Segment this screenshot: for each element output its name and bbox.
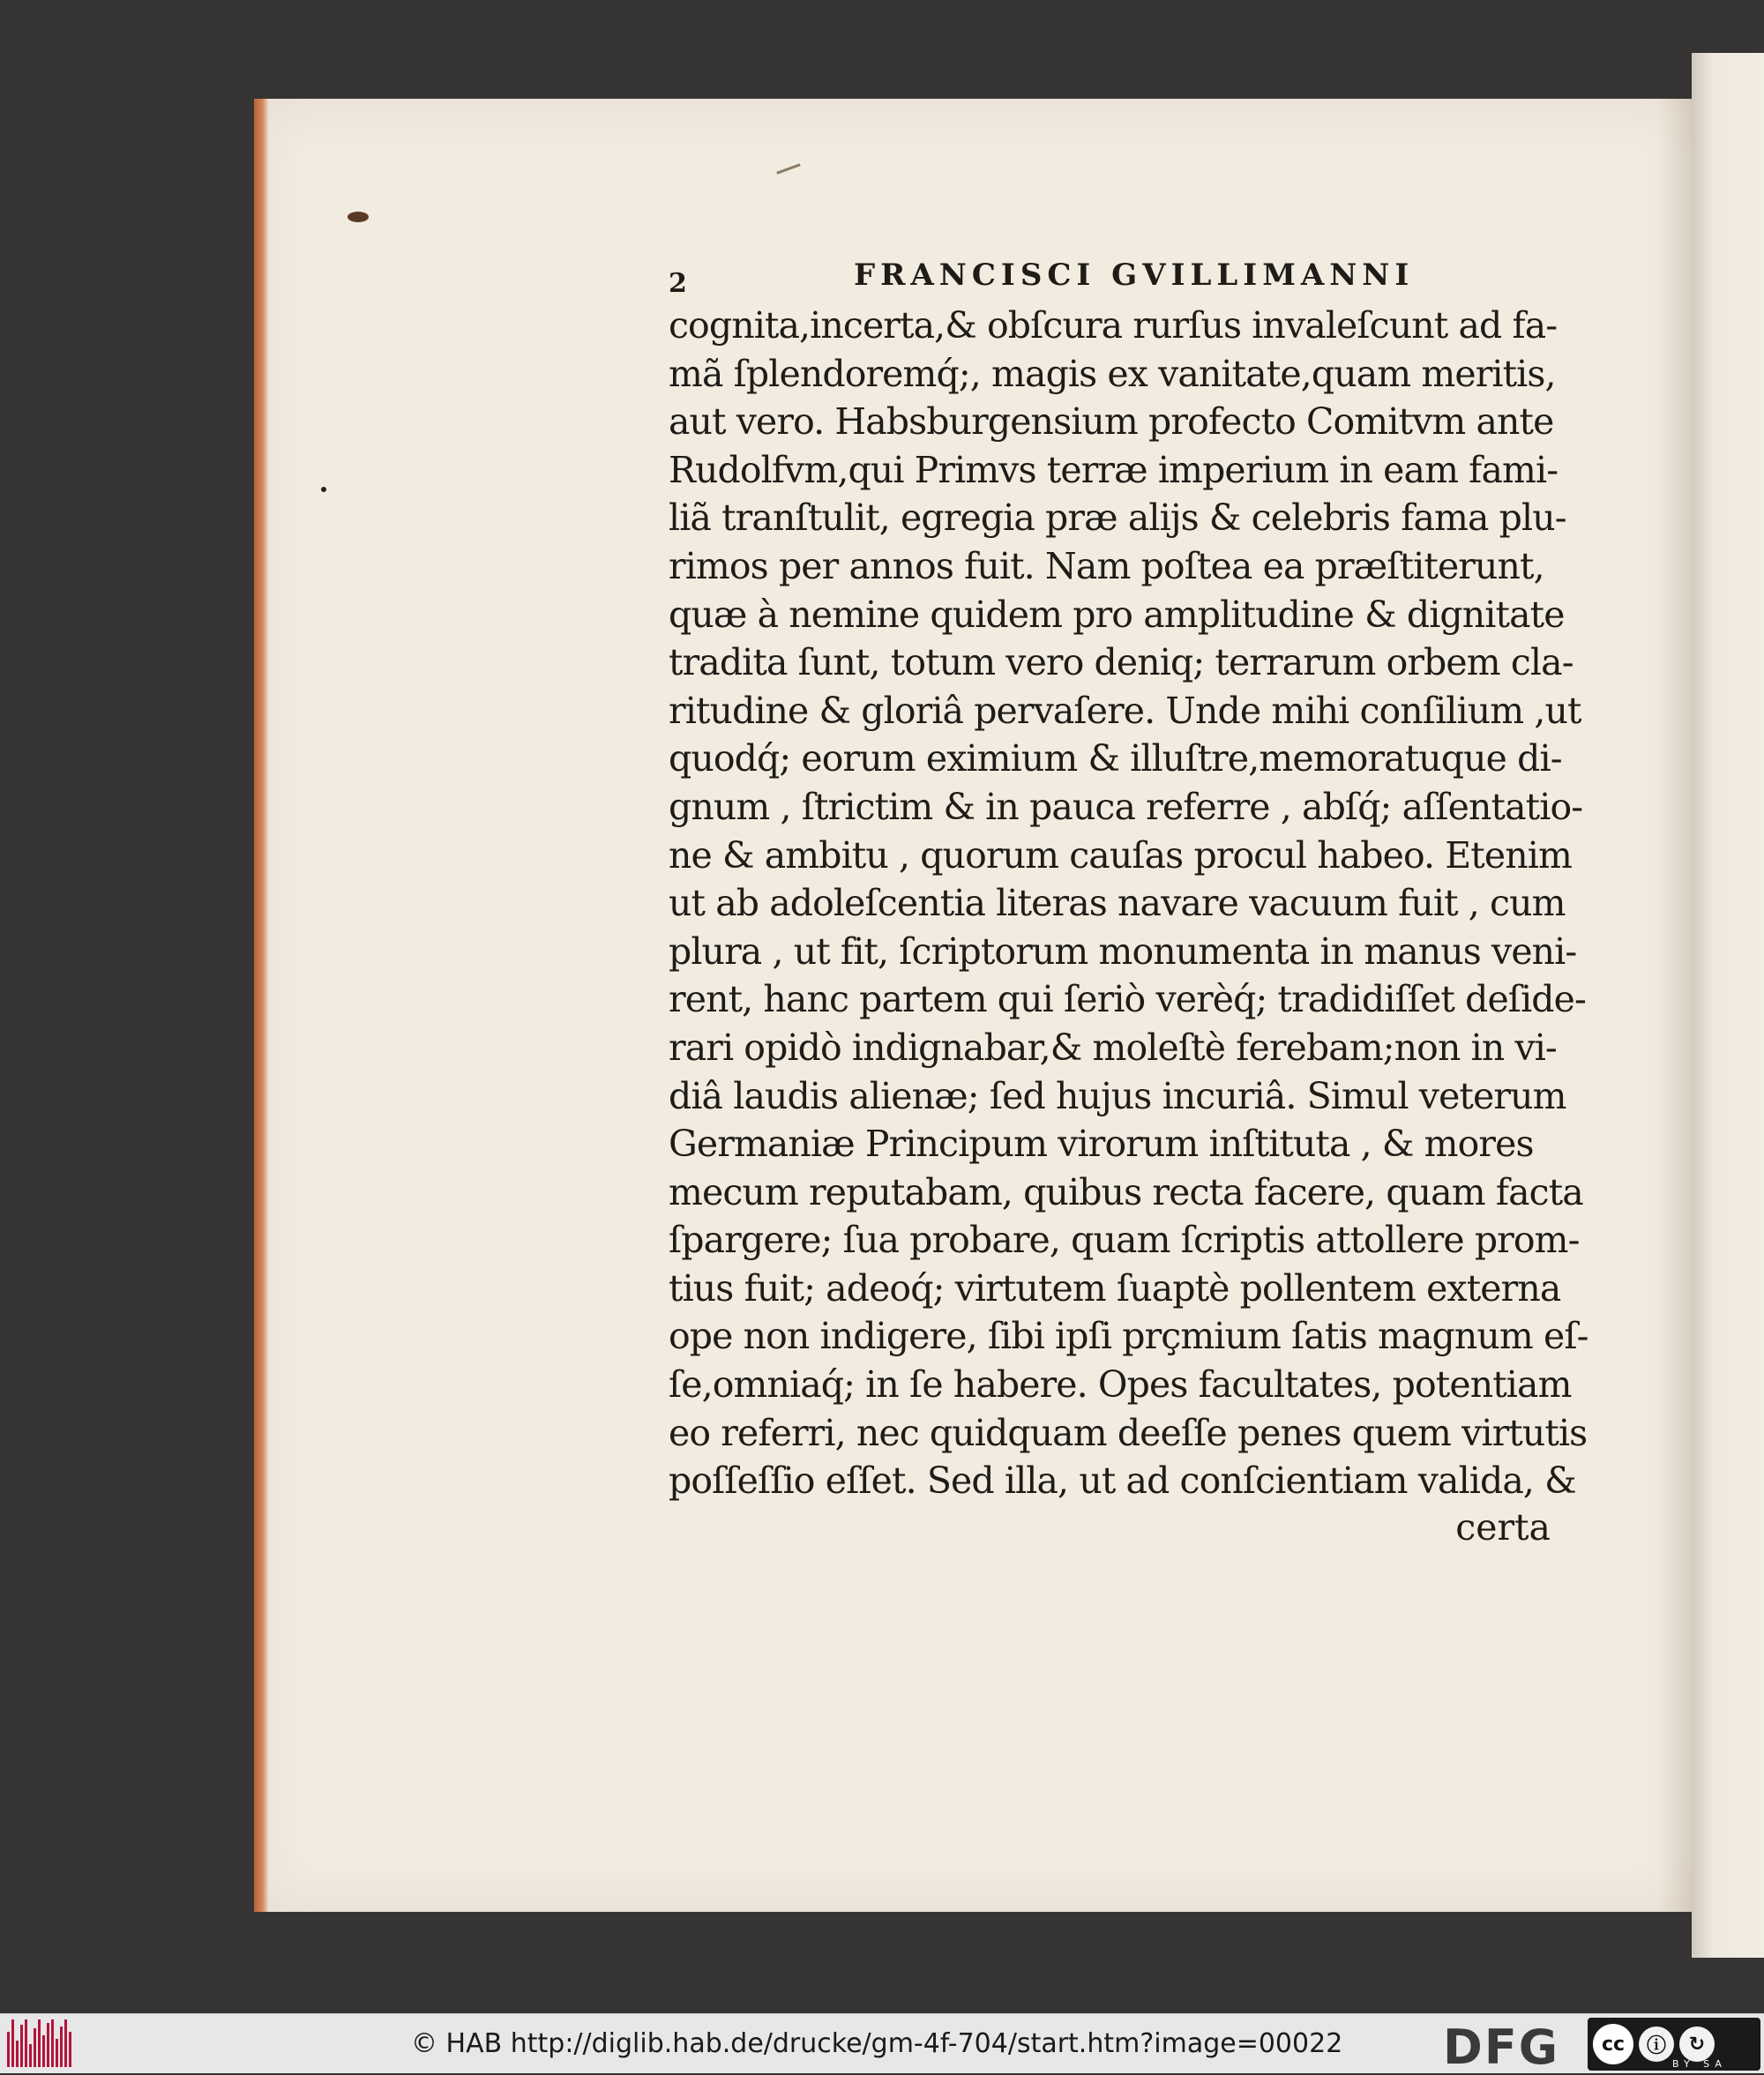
barcode-bar	[47, 2023, 49, 2067]
sa-icon: ↻	[1679, 2026, 1715, 2062]
copyright-link[interactable]: © HAB http://diglib.hab.de/drucke/gm-4f-704/start.htm?image=00022	[411, 2028, 1343, 2059]
text-line: ſe,omniaq́; in ſe habere. Opes facultates, potentiam	[669, 1363, 1572, 1407]
text-line: tius fuit; adeoq́; virtutem ſuaptè pollentem externa	[669, 1266, 1561, 1310]
hab-barcode-logo[interactable]	[7, 2019, 72, 2067]
page-number: 2	[669, 268, 687, 299]
by-label: BY	[1672, 2058, 1695, 2070]
text-line: rari opidò indignabar,& moleſtè ferebam;non in vi-	[669, 1026, 1557, 1069]
barcode-bar	[51, 2019, 54, 2067]
sa-label: SA	[1703, 2058, 1727, 2070]
pen-mark	[776, 163, 800, 174]
text-line: tradita ſunt, totum vero deniq; terrarum orbem cla-	[669, 641, 1573, 684]
book-page	[254, 99, 1693, 1912]
ink-spot	[348, 212, 369, 222]
by-icon: ⓘ	[1639, 2026, 1674, 2062]
text-block	[669, 258, 1588, 1549]
text-line: ut ab adoleſcentia literas navare vacuum fuit , cum	[669, 882, 1566, 925]
next-leaf-edge	[1692, 53, 1764, 1958]
text-line: ope non indigere, ſibi ipſi prçmium ſatis magnum eſ-	[669, 1315, 1588, 1358]
running-head	[669, 258, 1559, 302]
barcode-bar	[42, 2035, 45, 2067]
text-line: quæ à nemine quidem pro amplitudine & dignitate	[669, 593, 1565, 636]
body-text	[669, 302, 1588, 1505]
text-line: ſpargere; ſua probare, quam ſcriptis attollere prom-	[669, 1219, 1580, 1262]
barcode-bar	[69, 2032, 71, 2067]
barcode-bar	[25, 2019, 27, 2067]
text-line: poſſeſſio eſſet. Sed illa, ut ad conſcientiam valida, &	[669, 1459, 1576, 1503]
barcode-bar	[56, 2039, 58, 2067]
running-head-title: FRANCISCI GVILLIMANNI	[854, 258, 1415, 293]
text-line: quodq́; eorum eximium & illuſtre,memoratuque di-	[669, 737, 1562, 780]
cc-license-badge[interactable]	[1588, 2018, 1760, 2071]
text-line: Germaniæ Principum virorum inſtituta , & mores	[669, 1123, 1534, 1166]
text-line: plura , ut fit, ſcriptorum monumenta in manus veni-	[669, 929, 1577, 973]
text-line: rent, hanc partem qui ſeriò verèq́; tradidiſſet deſide-	[669, 978, 1586, 1021]
barcode-bar	[29, 2044, 32, 2067]
text-line: gnum , ſtrictim & in pauca referre , abſq́; aſſentatio-	[669, 785, 1583, 828]
text-line: diâ laudis alienæ; ſed hujus incuriâ. Simul veterum	[669, 1074, 1566, 1117]
barcode-bar	[20, 2025, 23, 2067]
text-line: eo referri, nec quidquam deeſſe penes quem virtutis	[669, 1411, 1588, 1454]
text-line: ritudine & gloriâ pervaſere. Unde mihi conſilium ,ut	[669, 689, 1581, 732]
barcode-bar	[11, 2019, 14, 2067]
barcode-bar	[38, 2019, 41, 2067]
barcode-bar	[60, 2026, 63, 2067]
dfg-logo[interactable]: DFG	[1443, 2019, 1560, 2075]
catchword: certa	[1455, 1505, 1551, 1549]
text-line: Rudolfvm,qui Primvs terræ imperium in eam fami-	[669, 448, 1558, 491]
footer-bar	[0, 2013, 1764, 2073]
text-line: liã tranſtulit, egregia præ alijs & celebris fama plu-	[669, 496, 1566, 540]
barcode-bar	[16, 2041, 19, 2067]
cc-icon: cc	[1593, 2024, 1633, 2064]
text-line: aut vero. Habsburgensium profecto Comitvm ante	[669, 400, 1554, 444]
red-page-edge	[254, 99, 268, 1912]
text-line: ne & ambitu , quorum cauſas procul habeo. Etenim	[669, 833, 1572, 877]
page-gutter	[1658, 99, 1693, 1912]
text-line: mecum reputabam, quibus recta facere, quam facta	[669, 1170, 1583, 1213]
barcode-bar	[64, 2019, 67, 2067]
barcode-bar	[7, 2032, 10, 2067]
text-line: rimos per annos fuit. Nam poſtea ea præſtiterunt,	[669, 544, 1544, 587]
text-line: mã ſplendoremq́;, magis ex vanitate,quam meritis,	[669, 352, 1556, 395]
margin-dot	[321, 487, 326, 492]
text-line: cognita,incerta,& obſcura rurſus invaleſcunt ad fa-	[669, 304, 1558, 347]
barcode-bar	[34, 2028, 36, 2067]
